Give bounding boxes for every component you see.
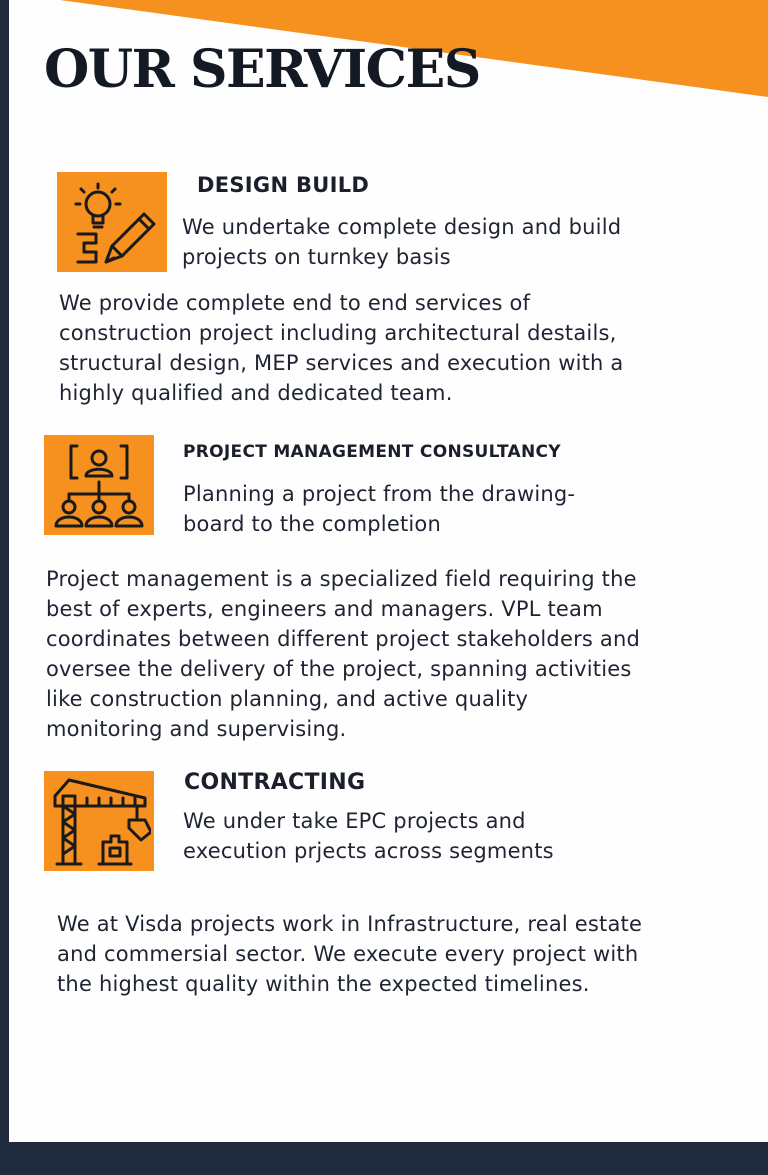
service-subtitle-contracting: We under take EPC projects and execution prjects across segments	[183, 809, 554, 863]
left-accent-bar	[0, 0, 9, 1175]
service-heading-contracting: CONTRACTING	[184, 770, 366, 795]
service-body-pmc: Project management is a specialized field requiring the best of experts, engineers and managers. VPL team coordinates between different project stakeholders and oversee the delivery of the project, spanning activities like construction planning, and active quality monitoring and supervising.	[46, 567, 641, 741]
team-hierarchy-icon	[44, 435, 154, 535]
crane-building-icon	[44, 771, 154, 871]
service-heading-pmc: PROJECT MANAGEMENT CONSULTANCY	[183, 442, 561, 462]
service-subtitle-design-build: We undertake complete design and build projects on turnkey basis	[182, 215, 622, 269]
bottom-footer-bar	[0, 1142, 768, 1175]
service-body-contracting: We at Visda projects work in Infrastructure, real estate and commersial sector. We execute every project with the highest quality within the expected timelines.	[57, 912, 643, 996]
page-title: OUR SERVICES	[44, 39, 480, 100]
lightbulb-pencil-icon	[57, 172, 167, 272]
service-heading-design-build: DESIGN BUILD	[197, 173, 370, 197]
service-body-design-build: We provide complete end to end services of construction project including architectural destails, structural design, MEP services and execution with a highly qualified and dedicated team.	[59, 291, 624, 405]
service-subtitle-pmc: Planning a project from the drawing-board to the completion	[183, 482, 576, 536]
